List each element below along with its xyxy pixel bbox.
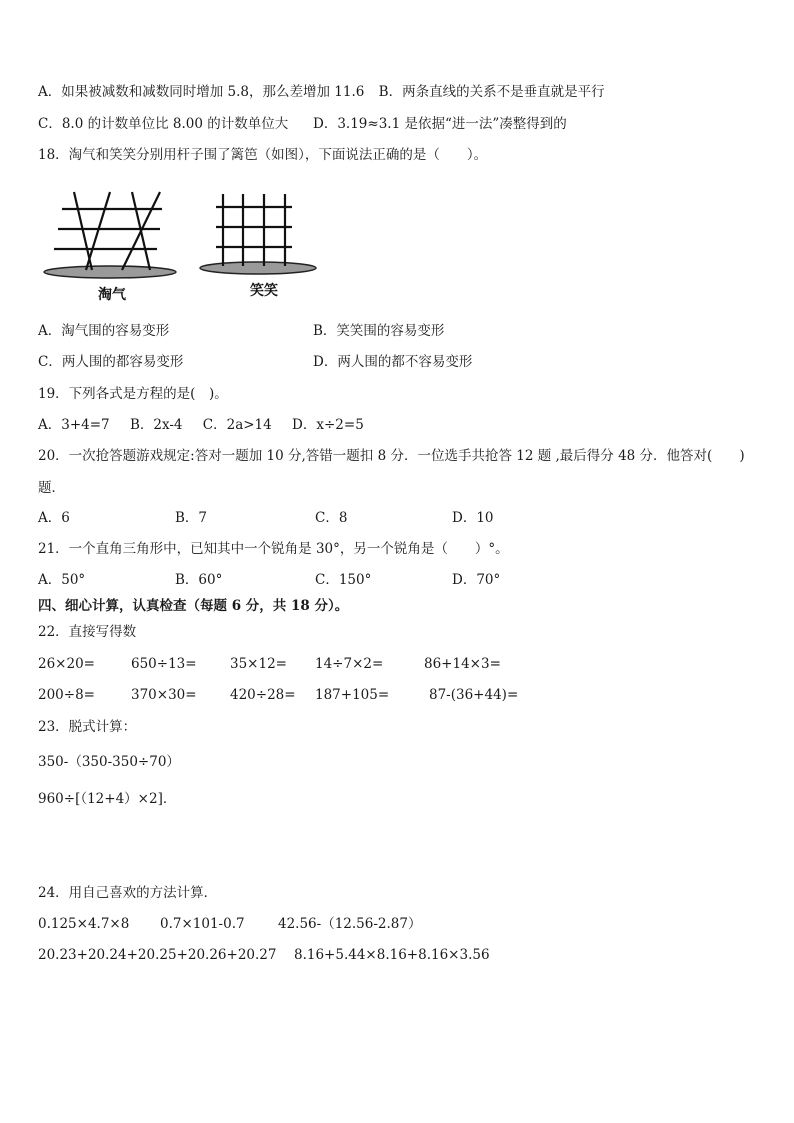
q23-expression-2: 960÷[（12+4）×2]． bbox=[38, 791, 177, 807]
xiaoxiao-fence-image bbox=[200, 194, 316, 274]
q22-r1-c2: 650÷13= bbox=[131, 656, 197, 672]
section-4-heading: 四、细心计算，认真检查（每题 6 分，共 18 分）。 bbox=[38, 598, 349, 614]
xiaoxiao-label: 笑笑 bbox=[250, 283, 278, 299]
q19-option-d: D．x÷2=5 bbox=[292, 417, 364, 433]
q19-options-row bbox=[38, 416, 364, 434]
q17-option-c: C．8.0 的计数单位比 8.00 的计数单位大 bbox=[38, 116, 289, 132]
q22-r1-c1: 26×20= bbox=[38, 656, 95, 672]
q22-r2-c2: 370×30= bbox=[131, 687, 197, 703]
q22-r1-c4: 14÷7×2= bbox=[315, 656, 384, 672]
q17-option-b: B．两条直线的关系不是垂直就是平行 bbox=[378, 84, 605, 100]
q21-option-c: C．150° bbox=[315, 572, 372, 588]
q21-option-d: D．70° bbox=[452, 572, 501, 588]
q20-question: 20．一次抢答题游戏规定:答对一题加 10 分,答错一题扣 8 分．一位选手共抢答 12 题 ,最后得分 48 分．他答对( ) bbox=[38, 448, 745, 464]
fence-figure bbox=[40, 186, 350, 304]
q22-r2-c1: 200÷8= bbox=[38, 687, 95, 703]
q18-option-a: A．淘气围的容易变形 bbox=[38, 323, 170, 339]
q21-option-a: A．50° bbox=[38, 572, 86, 588]
q24-r2-c2: 8.16+5.44×8.16+8.16×3.56 bbox=[294, 947, 490, 963]
q17-option-a: A．如果被减数和减数同时增加 5.8，那么差增加 11.6 bbox=[38, 84, 365, 100]
q18-option-b: B．笑笑围的容易变形 bbox=[313, 323, 445, 339]
taoqi-fence-image bbox=[44, 192, 176, 278]
q18-option-d: D．两人围的都不容易变形 bbox=[313, 354, 473, 370]
q19-option-c: C．2a>14 bbox=[202, 417, 272, 433]
q24-r1-c3: 42.56-（12.56-2.87） bbox=[278, 916, 422, 932]
q20-question-cont: 题． bbox=[38, 480, 65, 496]
q22-r2-c4: 187+105= bbox=[315, 687, 390, 703]
q18-question: 18．淘气和笑笑分别用杆子围了篱笆（如图），下面说法正确的是（ ）。 bbox=[38, 147, 488, 163]
q24-title: 24．用自己喜欢的方法计算． bbox=[38, 885, 218, 901]
q21-question: 21．一个直角三角形中，已知其中一个锐角是 30°，另一个锐角是（ ）°。 bbox=[38, 541, 509, 557]
q19-option-b: B．2x-4 bbox=[129, 417, 183, 433]
q21-option-b: B．60° bbox=[175, 572, 223, 588]
q18-option-c: C．两人围的都容易变形 bbox=[38, 354, 184, 370]
taoqi-label: 淘气 bbox=[98, 287, 126, 303]
q24-r2-c1: 20.23+20.24+20.25+20.26+20.27 bbox=[38, 947, 277, 963]
q20-option-d: D．10 bbox=[452, 510, 494, 526]
q24-r1-c2: 0.7×101-0.7 bbox=[160, 916, 245, 932]
q20-option-a: A．6 bbox=[38, 510, 70, 526]
q20-option-b: B．7 bbox=[175, 510, 208, 526]
q22-title: 22．直接写得数 bbox=[38, 624, 137, 640]
q22-r1-c3: 35×12= bbox=[230, 656, 287, 672]
q19-question: 19．下列各式是方程的是( )。 bbox=[38, 386, 228, 402]
q22-r1-c5: 86+14×3= bbox=[424, 656, 501, 672]
q19-option-a: A．3+4=7 bbox=[38, 417, 110, 433]
q17-option-a-b-row bbox=[38, 83, 605, 101]
q22-r2-c5: 87-(36+44)= bbox=[429, 687, 519, 703]
q20-option-c: C．8 bbox=[315, 510, 348, 526]
q17-option-d: D．3.19≈3.1 是依据“进一法”凑整得到的 bbox=[313, 116, 567, 132]
q23-expression-1: 350-（350-350÷70） bbox=[38, 754, 180, 770]
q22-r2-c3: 420÷28= bbox=[230, 687, 296, 703]
q24-r1-c1: 0.125×4.7×8 bbox=[38, 916, 130, 932]
q23-title: 23．脱式计算： bbox=[38, 719, 137, 735]
